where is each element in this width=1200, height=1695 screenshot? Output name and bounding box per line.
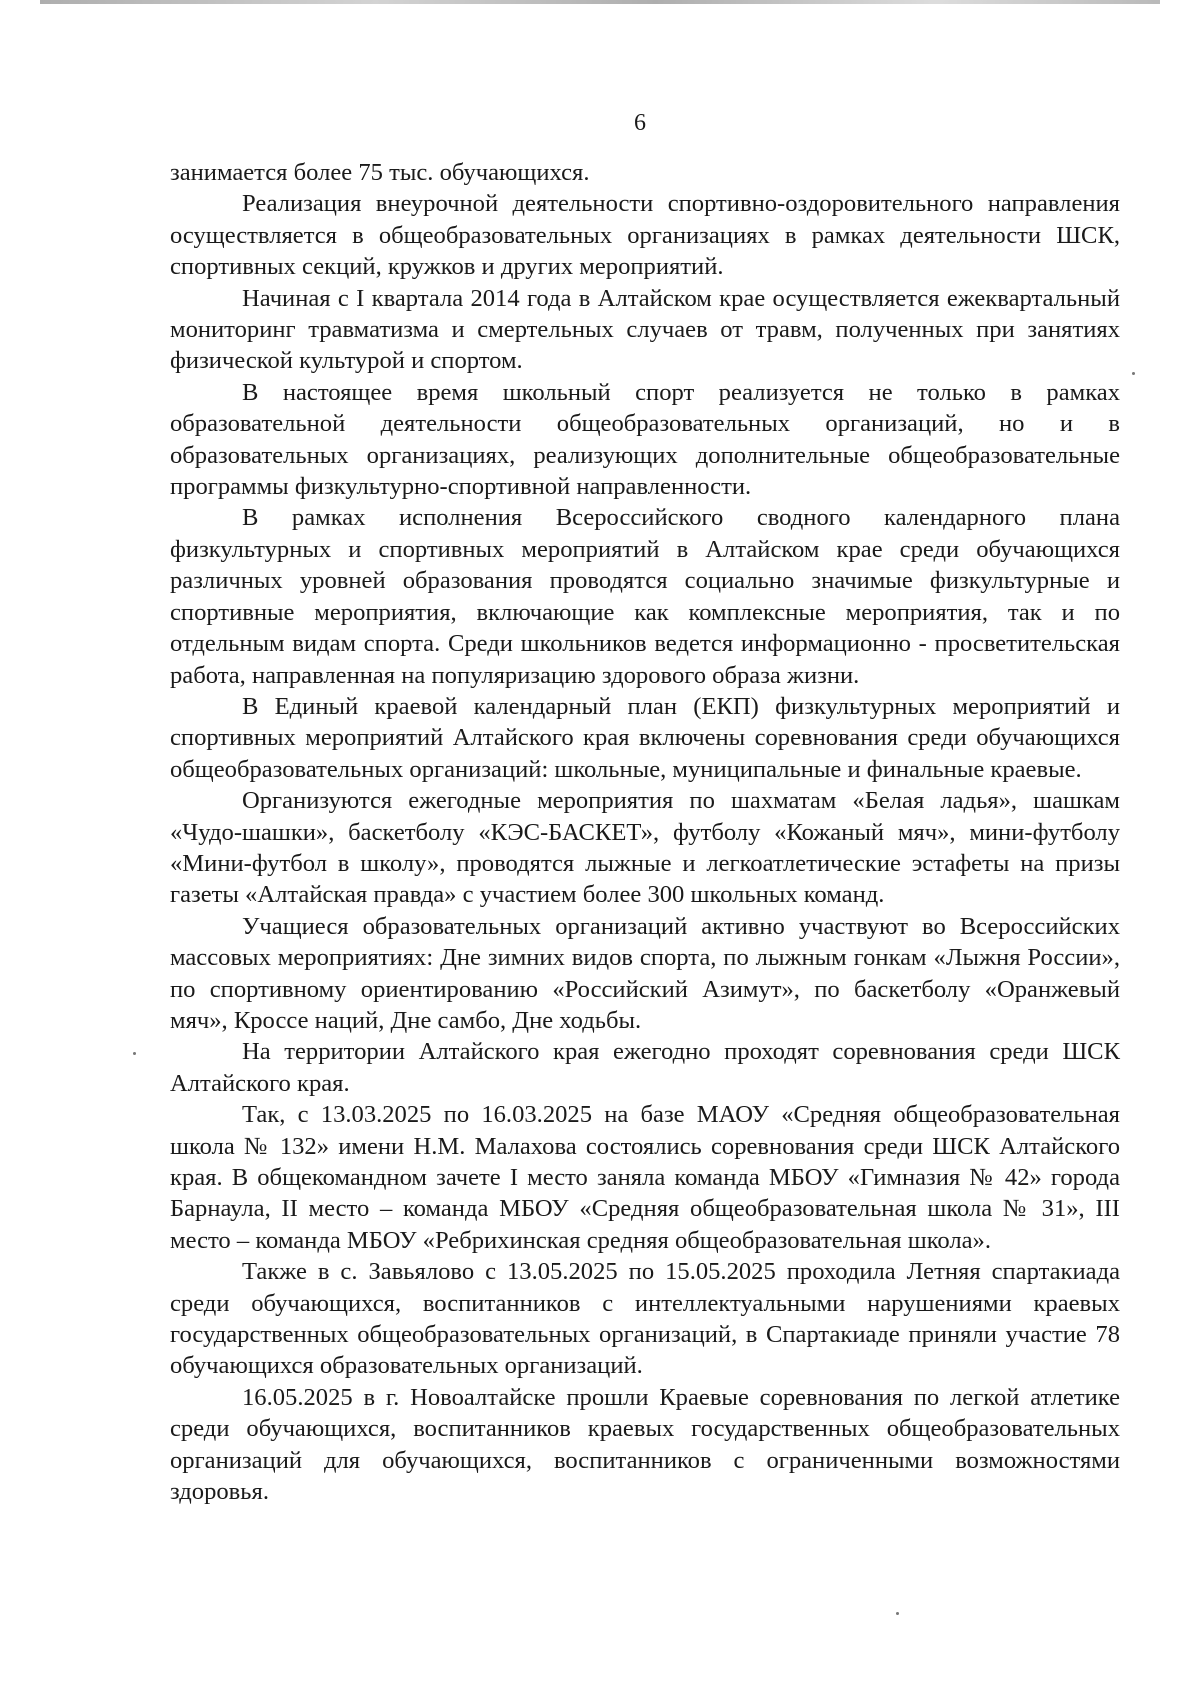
document-body — [170, 157, 1120, 1507]
paragraph-8: Учащиеся образовательных организаций активно участвуют во Всероссийских массовых мероприятиях: Дне зимних видов спорта, по лыжным гонкам «Лыжня России», по спортивному ориентированию «Российский Азимут», по баскетболу «Оранжевый мяч», Кроссе наций, Дне самбо, Дне ходьбы. — [170, 912, 1120, 1034]
paragraph-10: Так, с 13.03.2025 по 16.03.2025 на базе МАОУ «Средняя общеобразовательная школа № 132» имени Н.М. Малахова состоялись соревнования среди ШСК Алтайского края. В общекомандном зачете I место заняла команда МБОУ «Гимназия № 42» города Барнаула, II место – команда МБОУ «Средняя общеобразовательная школа № 31», III место – команда МБОУ «Ребрихинская средняя общеобразовательная школа». — [170, 1101, 1120, 1254]
paragraph-11: Также в с. Завьялово с 13.05.2025 по 15.05.2025 проходила Летняя спартакиада среди обучающихся, воспитанников с интеллектуальными нарушениями краевых государственных общеобразовательных организаций, в Спартакиаде приняли участие 78 обучающихся образовательных организаций. — [170, 1258, 1120, 1380]
paragraph-12: 16.05.2025 в г. Новоалтайске прошли Краевые соревнования по легкой атлетике среди обучающихся, воспитанников краевых государственных общеобразовательных организаций для обучающихся, воспитанников с ограниченными возможностями здоровья. — [170, 1383, 1120, 1506]
paragraph-6: В Единый краевой календарный план (ЕКП) физкультурных мероприятий и спортивных мероприятий Алтайского края включены соревнования среди обучающихся общеобразовательных организаций: школьные, муниципальные и финальные краевые. — [170, 692, 1120, 783]
scan-speck — [896, 1612, 899, 1615]
scan-top-edge — [40, 0, 1160, 4]
paragraph-7: Организуются ежегодные мероприятия по шахматам «Белая ладья», шашкам «Чудо-шашки», баскетболу «КЭС-БАСКЕТ», футболу «Кожаный мяч», мини-футболу «Мини-футбол в школу», проводятся лыжные и легкоатлетические эстафеты на призы газеты «Алтайская правда» с участием более 300 школьных команд. — [170, 787, 1120, 909]
paragraph-9: На территории Алтайского края ежегодно проходят соревнования среди ШСК Алтайского края. — [170, 1038, 1120, 1097]
scan-speck — [133, 1052, 136, 1055]
paragraph-4: В настоящее время школьный спорт реализуется не только в рамках образовательной деятельности общеобразовательных организаций, но и в образовательных организациях, реализующих дополнительные общеобразовательные программы физкультурно-спортивной направленности. — [170, 378, 1120, 501]
scan-speck — [1132, 372, 1135, 375]
page-number: 6 — [634, 110, 646, 136]
paragraph-3: Начиная с I квартала 2014 года в Алтайском крае осуществляется ежеквартальный мониторинг травматизма и смертельных случаев от травм, полученных при занятиях физической культурой и спортом. — [170, 284, 1120, 375]
paragraph-5: В рамках исполнения Всероссийского сводного календарного плана физкультурных и спортивных мероприятий в Алтайском крае среди обучающихся различных уровней образования проводятся социально значимые физкультурные и спортивные мероприятия, включающие как комплексные мероприятия, так и по отдельным видам спорта. Среди школьников ведется информационно - просветительская работа, направленная на популяризацию здорового образа жизни. — [170, 504, 1120, 689]
paragraph-1: занимается более 75 тыс. обучающихся. — [170, 159, 590, 186]
paragraph-2: Реализация внеурочной деятельности спортивно-оздоровительного направления осуществляется в общеобразовательных организациях в рамках деятельности ШСК, спортивных секций, кружков и других мероприятий. — [170, 190, 1120, 281]
